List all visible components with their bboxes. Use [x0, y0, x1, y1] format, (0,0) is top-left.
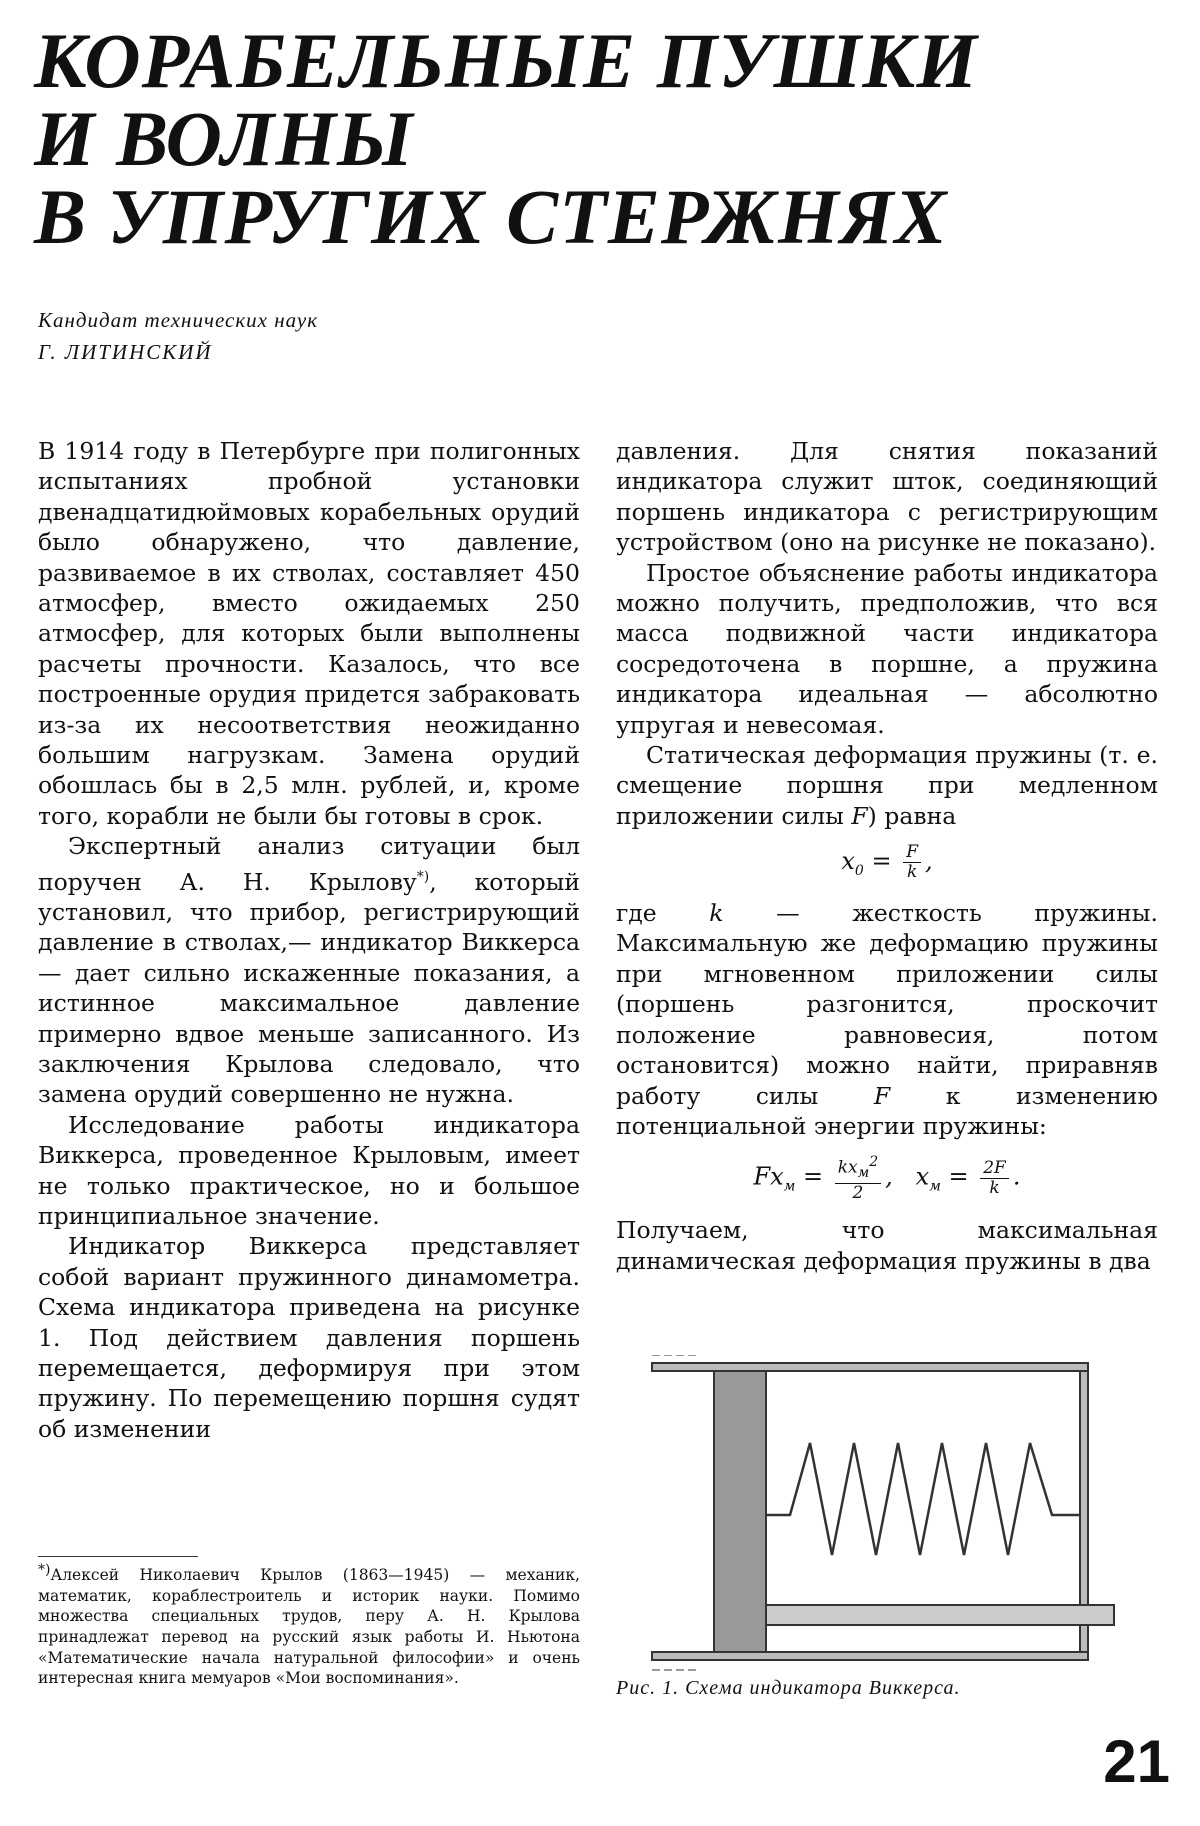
paragraph: Экспертный анализ ситуации был поручен А. Н. Крылову*), который установил, что прибор, регистрирующий давление в стволах,— индикатор Виккерса — дает сильно искаженные показания, а истинное максимальное давление примерно вдвое меньше записанного. Из заключения Крылова следовало, что замена орудий совершенно не нужна.: [38, 832, 580, 1109]
author-degree: Кандидат технических наук: [38, 308, 319, 332]
byline: [38, 304, 318, 368]
title-line-3: В УПРУГИХ СТЕРЖНЯХ: [34, 173, 948, 260]
paragraph: Статическая деформация пружины (т. е. смещение поршня при медленном приложении силы F) равна: [616, 741, 1158, 830]
author-name: Г. ЛИТИНСКИЙ: [38, 340, 213, 364]
figure-caption: Рис. 1. Схема индикатора Виккерса.: [616, 1677, 961, 1699]
paragraph: Индикатор Виккерса представляет собой вариант пружинного динамометра. Схема индикатора приведена на рисунке 1. Под действием давления поршень перемещается, деформируя при этом пружину. По перемещению поршня судят об изменении: [38, 1232, 580, 1443]
rod: [766, 1605, 1114, 1625]
right-column: [616, 436, 1158, 1276]
cylinder-bottom-wall: [652, 1652, 1088, 1660]
footnote-marker: *): [416, 868, 430, 885]
left-column: [38, 436, 580, 1444]
title-line-1: КОРАБЕЛЬНЫЕ ПУШКИ: [34, 17, 979, 104]
paragraph: В 1914 году в Петербурге при полигонных испытаниях пробной установки двенадцатидюймовых корабельных орудий было обнаружено, что давление, развиваемое в их стволах, составляет 450 атмосфер, вместо ожидаемых 250 атмосфер, для которых были выполнены расчеты прочности. Казалось, что все построенные орудия придется забраковать из-за их несоответствия неожиданно большим нагрузкам. Замена орудий обошлась бы в 2,5 млн. рублей, и, кроме того, корабли не были бы готовы в срок.: [38, 437, 580, 830]
paragraph: Простое объяснение работы индикатора можно получить, предположив, что вся масса подвижной части индикатора сосредоточена в поршне, а пружина индикатора идеальная — абсолютно упругая и невесомая.: [616, 558, 1158, 739]
page-number: 21: [1103, 1728, 1170, 1795]
vickers-indicator-figure: [640, 1355, 1140, 1675]
paragraph: Исследование работы индикатора Виккерса, проведенное Крыловым, имеет не только практическое, но и большое принципиальное значение.: [38, 1110, 580, 1230]
article-title: [34, 17, 979, 260]
title-line-2: И ВОЛНЫ: [34, 95, 414, 182]
footnote-marker: *): [38, 1562, 51, 1578]
equation-static-deformation: $x_0$ = $\frac{F}{k}$ ,: [841, 842, 933, 883]
equation-max-deformation: $Fx_м$ = $\frac{kx_м^2}{2}$ , $x_м$ = $\frac{2F}{k}$ .: [753, 1154, 1021, 1204]
paragraph: Получаем, что максимальная динамическая деформация пружины в два: [616, 1216, 1158, 1275]
paragraph: где k — жесткость пружины. Максимальную же деформацию пружины при мгновенном приложении силы (поршень разгонится, проскочит положение равновесия, потом остановится) можно найти, приравняв работу силы F к изменению потенциальной энергии пружины:: [616, 899, 1159, 1140]
footnote-divider: [38, 1556, 198, 1557]
piston: [714, 1371, 766, 1652]
spring: [766, 1443, 1080, 1555]
footnote: *)Алексей Николаевич Крылов (1863—1945) — механик, математик, кораблестроитель и историк науки. Помимо множества специальных трудов, перу А. Н. Крылова принадлежат перевод на русский язык работы И. Ньютона «Математические начала натуральной философии» и очень интересная книга мемуаров «Мои воспоминания».: [38, 1562, 580, 1688]
paragraph: давления. Для снятия показаний индикатора служит шток, соединяющий поршень индикатора с регистрирующим устройством (оно на рисунке не показано).: [616, 437, 1158, 557]
cylinder-top-wall: [652, 1363, 1088, 1371]
